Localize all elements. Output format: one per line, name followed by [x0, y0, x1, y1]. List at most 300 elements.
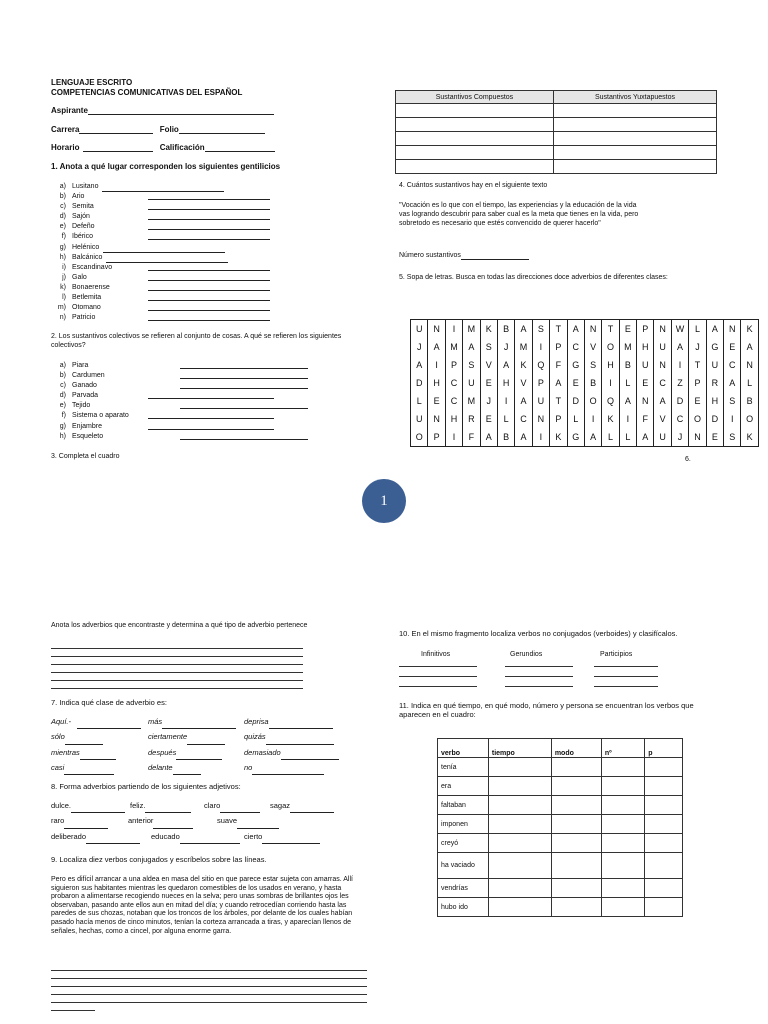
answer-line[interactable] [71, 805, 125, 813]
answer-cell[interactable] [601, 853, 644, 879]
answer-line[interactable] [281, 752, 339, 760]
grid-cell[interactable]: V [654, 410, 671, 428]
answer-line[interactable] [51, 680, 303, 681]
answer-line[interactable] [86, 836, 140, 844]
answer-line[interactable] [252, 767, 324, 775]
grid-cell[interactable]: B [619, 356, 636, 374]
grid-cell[interactable]: Q [532, 356, 549, 374]
item-letter: e) [59, 223, 66, 231]
grid-cell[interactable]: L [567, 410, 584, 428]
word-search-grid [410, 319, 759, 447]
item-letter: d) [59, 392, 66, 400]
grid-cell[interactable]: C [515, 410, 532, 428]
answer-line[interactable] [173, 767, 201, 775]
answer-cell[interactable] [601, 758, 644, 777]
answer-line[interactable] [80, 752, 116, 760]
answer-cell[interactable] [601, 834, 644, 853]
item-name: Lusitano [72, 183, 99, 190]
list-item [52, 263, 228, 273]
header-n: nº [601, 739, 644, 758]
grid-cell[interactable]: E [480, 374, 497, 392]
grid-cell[interactable]: U [654, 338, 671, 356]
grid-cell[interactable]: P [550, 410, 567, 428]
q7-row [51, 714, 351, 729]
grid-cell[interactable]: U [637, 356, 654, 374]
table-row [438, 815, 683, 834]
grid-cell[interactable]: N [584, 320, 601, 339]
adjective-item [51, 798, 125, 813]
item-name: Balcánico [72, 253, 103, 261]
grid-cell[interactable]: D [415, 378, 423, 388]
adverb-word: mientras [51, 747, 80, 757]
answer-line[interactable] [148, 273, 270, 281]
item-letter: b) [59, 372, 66, 380]
answer-line[interactable] [162, 721, 236, 729]
grid-cell[interactable]: H [706, 392, 723, 410]
answer-line[interactable] [180, 432, 308, 440]
grid-cell[interactable]: I [532, 428, 549, 447]
answer-cell[interactable] [551, 758, 601, 777]
answer-line[interactable] [180, 361, 308, 369]
grid-cell[interactable]: R [706, 374, 723, 392]
answer-cell[interactable] [601, 898, 644, 917]
participio-line[interactable] [594, 666, 658, 667]
answer-line[interactable] [103, 245, 225, 253]
adjective-item [151, 829, 240, 844]
grid-cell[interactable]: E [480, 410, 497, 428]
answer-cell[interactable] [551, 815, 601, 834]
answer-line[interactable] [176, 752, 222, 760]
grid-cell[interactable]: A [428, 338, 445, 356]
cell[interactable] [553, 132, 716, 146]
grid-cell[interactable]: A [724, 374, 741, 392]
grid-cell[interactable]: A [741, 338, 758, 356]
answer-cell[interactable] [601, 777, 644, 796]
answer-line[interactable] [51, 1002, 367, 1003]
answer-line[interactable] [51, 648, 303, 649]
grid-cell[interactable]: I [445, 428, 462, 447]
grid-cell[interactable]: A [671, 338, 688, 356]
answer-cell[interactable] [551, 834, 601, 853]
answer-cell[interactable] [645, 898, 683, 917]
grid-cell[interactable]: H [445, 410, 462, 428]
grid-cell[interactable]: P [637, 320, 654, 339]
grid-cell[interactable]: A [463, 338, 480, 356]
answer-line[interactable] [51, 664, 303, 665]
answer-cell[interactable] [645, 758, 683, 777]
item-name: Otomano [72, 304, 101, 312]
grid-cell[interactable]: P [689, 374, 706, 392]
answer-line[interactable] [148, 222, 270, 230]
grid-cell[interactable]: S [463, 356, 480, 374]
horario-field[interactable] [83, 143, 153, 152]
calificacion-label: Calificación [159, 143, 205, 152]
answer-line[interactable] [148, 212, 270, 220]
item-letter: j) [62, 273, 66, 281]
adverb-word: no [244, 762, 253, 772]
grid-cell[interactable]: E [706, 428, 723, 447]
grid-cell[interactable]: E [567, 374, 584, 392]
answer-line[interactable] [65, 737, 103, 745]
answer-cell[interactable] [645, 796, 683, 815]
grid-cell[interactable]: E [428, 392, 445, 410]
adverb-word: Aquí.- [51, 717, 72, 726]
grid-cell[interactable]: E [637, 374, 654, 392]
answer-line[interactable] [180, 401, 308, 409]
verb-cell: hubo ido [438, 898, 489, 917]
adverb-word: quizás [244, 732, 266, 742]
grid-cell[interactable]: I [584, 410, 601, 428]
answer-cell[interactable] [645, 777, 683, 796]
answer-line[interactable] [148, 313, 270, 321]
grid-cell[interactable]: G [706, 338, 723, 356]
grid-cell[interactable]: N [428, 320, 445, 339]
grid-cell[interactable]: C [724, 356, 741, 374]
answer-line[interactable] [269, 721, 333, 729]
grid-cell[interactable]: N [637, 392, 654, 410]
grid-cell[interactable]: A [497, 356, 514, 374]
cell[interactable] [553, 104, 716, 118]
grid-cell[interactable]: A [584, 428, 601, 447]
grid-cell[interactable]: J [497, 338, 514, 356]
answer-cell[interactable] [488, 834, 551, 853]
answer-cell[interactable] [551, 898, 601, 917]
grid-cell[interactable]: A [515, 320, 532, 339]
answer-line[interactable] [148, 263, 270, 271]
q9-title: 9. Localiza diez verbos conjugados y escríbelos sobre las líneas. [51, 855, 267, 864]
adverb-item [51, 714, 141, 729]
grid-cell[interactable]: T [550, 320, 567, 339]
grid-cell[interactable]: D [706, 410, 723, 428]
answer-line[interactable] [180, 371, 308, 379]
answer-cell[interactable] [488, 796, 551, 815]
adjective-word: educado [151, 831, 180, 841]
answer-line[interactable] [64, 767, 114, 775]
grid-cell[interactable]: U [415, 324, 423, 334]
grid-cell[interactable]: V [584, 338, 601, 356]
cell[interactable] [396, 160, 554, 174]
grid-cell[interactable]: R [463, 410, 480, 428]
answer-cell[interactable] [551, 879, 601, 898]
grid-cell[interactable]: C [567, 338, 584, 356]
cell[interactable] [553, 146, 716, 160]
grid-cell[interactable]: N [689, 428, 706, 447]
grid-cell[interactable]: B [497, 428, 514, 447]
calificacion-field[interactable] [205, 143, 275, 152]
answer-cell[interactable] [551, 796, 601, 815]
grid-cell[interactable]: J [671, 428, 688, 447]
list-item [52, 411, 129, 421]
adverb-word: casi [51, 762, 65, 772]
cell[interactable] [396, 104, 554, 118]
grid-cell[interactable]: O [584, 392, 601, 410]
answer-line[interactable] [148, 283, 270, 291]
item-name: Parvada [72, 392, 99, 400]
grid-cell[interactable]: N [654, 356, 671, 374]
grid-cell[interactable]: C [445, 374, 462, 392]
answer-line[interactable] [148, 411, 274, 419]
grid-cell[interactable]: U [654, 428, 671, 447]
grid-cell[interactable]: M [463, 320, 480, 339]
answer-line[interactable] [51, 1010, 95, 1011]
q8-row [51, 829, 351, 844]
cell[interactable] [553, 160, 716, 174]
answer-cell[interactable] [551, 853, 601, 879]
grid-cell[interactable]: S [724, 428, 741, 447]
answer-cell[interactable] [601, 879, 644, 898]
item-name: Betlemita [72, 294, 102, 302]
grid-cell[interactable]: M [445, 338, 462, 356]
grid-cell[interactable]: U [532, 392, 549, 410]
q4-numero-row [399, 251, 529, 260]
grid-row [411, 392, 759, 410]
grid-cell[interactable]: A [550, 374, 567, 392]
table-row [438, 758, 683, 777]
grid-cell[interactable]: M [515, 338, 532, 356]
answer-line[interactable] [51, 994, 367, 995]
grid-cell[interactable]: K [741, 428, 758, 447]
grid-cell[interactable]: O [602, 338, 619, 356]
grid-cell[interactable]: O [415, 432, 423, 442]
grid-cell[interactable]: H [497, 374, 514, 392]
answer-line[interactable] [148, 232, 270, 240]
grid-cell[interactable]: P [445, 356, 462, 374]
grid-cell[interactable]: I [428, 356, 445, 374]
cell[interactable] [396, 146, 554, 160]
answer-line[interactable] [148, 391, 274, 399]
grid-cell[interactable]: J [416, 342, 422, 352]
grid-cell[interactable]: E [689, 392, 706, 410]
folio-field[interactable] [179, 125, 265, 134]
grid-cell[interactable]: W [671, 320, 688, 339]
grid-cell[interactable]: O [741, 410, 758, 428]
grid-cell[interactable]: A [515, 428, 532, 447]
grid-cell[interactable]: N [724, 320, 741, 339]
grid-cell[interactable]: S [532, 320, 549, 339]
grid-cell[interactable]: L [416, 396, 422, 406]
grid-cell[interactable]: A [567, 320, 584, 339]
answer-cell[interactable] [645, 879, 683, 898]
grid-cell[interactable]: I [671, 356, 688, 374]
participio-line[interactable] [594, 676, 658, 677]
grid-cell[interactable]: Q [602, 392, 619, 410]
grid-cell[interactable]: H [602, 356, 619, 374]
grid-cell[interactable]: K [550, 428, 567, 447]
aspirante-field[interactable] [88, 106, 274, 115]
grid-cell[interactable]: T [602, 320, 619, 339]
grid-cell[interactable]: A [416, 360, 423, 370]
answer-line[interactable] [148, 422, 274, 430]
grid-cell[interactable]: A [637, 428, 654, 447]
grid-cell[interactable]: I [619, 410, 636, 428]
grid-cell[interactable]: A [480, 428, 497, 447]
grid-cell[interactable]: K [602, 410, 619, 428]
grid-cell[interactable]: M [463, 392, 480, 410]
grid-cell[interactable]: L [741, 374, 758, 392]
grid-cell[interactable]: B [741, 392, 758, 410]
grid-cell[interactable]: F [550, 356, 567, 374]
grid-cell[interactable]: N [741, 356, 758, 374]
grid-cell[interactable]: V [480, 356, 497, 374]
item-name: Bonaerense [72, 283, 110, 291]
grid-cell[interactable]: T [550, 392, 567, 410]
grid-cell[interactable]: L [619, 374, 636, 392]
grid-cell[interactable]: I [445, 320, 462, 339]
answer-cell[interactable] [488, 815, 551, 834]
answer-line[interactable] [266, 737, 334, 745]
grid-cell[interactable]: B [497, 320, 514, 339]
answer-line[interactable] [51, 672, 303, 673]
grid-cell[interactable]: B [584, 374, 601, 392]
answer-line[interactable] [290, 805, 334, 813]
q4-numero-field[interactable] [461, 252, 529, 260]
verb-table [437, 738, 683, 917]
answer-line[interactable] [77, 721, 141, 729]
answer-cell[interactable] [488, 898, 551, 917]
sustantivos-table [395, 90, 717, 174]
adjective-item [51, 813, 108, 828]
answer-line[interactable] [51, 656, 303, 657]
participio-line[interactable] [594, 686, 658, 687]
grid-cell[interactable]: D [671, 392, 688, 410]
grid-cell[interactable]: S [480, 338, 497, 356]
grid-cell[interactable]: C [654, 374, 671, 392]
answer-line[interactable] [51, 970, 367, 971]
grid-cell[interactable]: C [445, 392, 462, 410]
answer-line[interactable] [187, 737, 225, 745]
grid-cell[interactable]: I [724, 410, 741, 428]
grid-cell[interactable]: H [637, 338, 654, 356]
grid-cell[interactable]: E [724, 338, 741, 356]
answer-cell[interactable] [645, 815, 683, 834]
grid-cell[interactable]: K [515, 356, 532, 374]
grid-cell[interactable]: E [619, 320, 636, 339]
gerundio-line[interactable] [505, 686, 573, 687]
gerundio-line[interactable] [505, 666, 573, 667]
answer-line[interactable] [237, 821, 279, 829]
grid-cell[interactable]: L [619, 428, 636, 447]
answer-cell[interactable] [488, 853, 551, 879]
item-name: Enjambre [72, 422, 102, 430]
grid-cell[interactable]: U [706, 356, 723, 374]
list-item [52, 212, 228, 222]
grid-cell[interactable]: A [654, 392, 671, 410]
grid-cell[interactable]: T [689, 356, 706, 374]
grid-cell[interactable]: A [619, 392, 636, 410]
grid-cell[interactable]: N [654, 320, 671, 339]
grid-cell[interactable]: D [567, 392, 584, 410]
grid-cell[interactable]: Z [671, 374, 688, 392]
answer-line[interactable] [148, 192, 270, 200]
answer-line[interactable] [102, 184, 224, 192]
grid-cell[interactable]: V [515, 374, 532, 392]
answer-line[interactable] [51, 688, 303, 689]
grid-cell[interactable]: S [724, 392, 741, 410]
grid-cell[interactable]: I [497, 392, 514, 410]
grid-cell[interactable]: P [532, 374, 549, 392]
answer-line[interactable] [180, 381, 308, 389]
grid-cell[interactable]: F [637, 410, 654, 428]
grid-cell[interactable]: G [567, 356, 584, 374]
answer-cell[interactable] [645, 834, 683, 853]
answer-line[interactable] [51, 978, 367, 979]
grid-cell[interactable]: U [463, 374, 480, 392]
answer-line[interactable] [220, 805, 260, 813]
carrera-field[interactable] [79, 125, 153, 134]
answer-line[interactable] [145, 805, 191, 813]
grid-cell[interactable]: U [415, 414, 423, 424]
answer-line[interactable] [106, 255, 228, 263]
grid-cell[interactable]: I [532, 338, 549, 356]
list-item [52, 422, 129, 432]
item-name: Galo [72, 273, 87, 281]
grid-cell[interactable]: I [602, 374, 619, 392]
grid-cell[interactable]: O [689, 410, 706, 428]
grid-cell[interactable]: K [741, 320, 758, 339]
grid-cell[interactable]: P [550, 338, 567, 356]
infinitivo-line[interactable] [399, 666, 477, 667]
answer-line[interactable] [148, 202, 270, 210]
answer-line[interactable] [262, 836, 320, 844]
gerundio-line[interactable] [505, 676, 573, 677]
cell[interactable] [396, 118, 554, 132]
answer-cell[interactable] [488, 777, 551, 796]
grid-cell[interactable]: N [428, 410, 445, 428]
list-item [52, 371, 129, 381]
answer-cell[interactable] [601, 796, 644, 815]
item-letter: a) [59, 362, 66, 369]
verb-cell: creyó [438, 834, 489, 853]
answer-line[interactable] [51, 986, 367, 987]
infinitivo-line[interactable] [399, 676, 477, 677]
answer-cell[interactable] [551, 777, 601, 796]
answer-line[interactable] [64, 821, 108, 829]
grid-cell[interactable]: M [619, 338, 636, 356]
grid-cell[interactable]: J [480, 392, 497, 410]
answer-line[interactable] [153, 821, 193, 829]
grid-cell[interactable]: S [584, 356, 601, 374]
adverb-word: sólo [51, 732, 65, 742]
answer-line[interactable] [148, 293, 270, 301]
q1-list [52, 182, 228, 323]
grid-cell[interactable]: A [706, 320, 723, 339]
answer-cell[interactable] [488, 758, 551, 777]
cell[interactable] [396, 132, 554, 146]
answer-line[interactable] [148, 303, 270, 311]
cell[interactable] [553, 118, 716, 132]
list-item [52, 232, 228, 242]
adjective-word: claro [204, 801, 221, 810]
grid-cell[interactable]: L [689, 320, 706, 339]
grid-cell[interactable]: L [497, 410, 514, 428]
grid-cell[interactable]: A [515, 392, 532, 410]
answer-cell[interactable] [645, 853, 683, 879]
grid-cell[interactable]: F [463, 428, 480, 447]
grid-cell[interactable]: N [532, 410, 549, 428]
grid-cell[interactable]: K [480, 320, 497, 339]
grid-cell[interactable]: C [671, 410, 688, 428]
grid-cell[interactable]: G [567, 428, 584, 447]
grid-cell[interactable]: H [428, 374, 445, 392]
answer-cell[interactable] [601, 815, 644, 834]
answer-line[interactable] [180, 836, 240, 844]
answer-cell[interactable] [488, 879, 551, 898]
grid-cell[interactable]: J [689, 338, 706, 356]
grid-cell[interactable]: L [602, 428, 619, 447]
infinitivo-line[interactable] [399, 686, 477, 687]
grid-cell[interactable]: P [428, 428, 445, 447]
folio-label: Folio [159, 125, 179, 134]
